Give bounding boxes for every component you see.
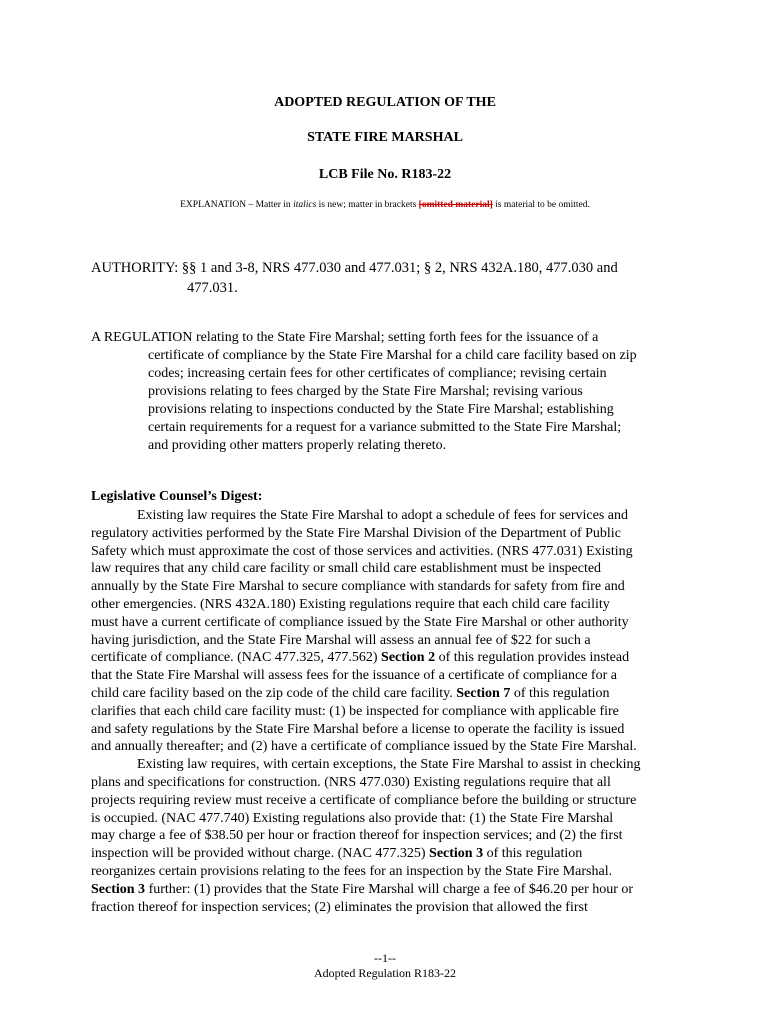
- digest-text: is occupied. (NAC 477.740) Existing regulations also provide that: (1) the State Fire Marshal: [91, 810, 614, 826]
- digest-line: [91, 774, 683, 792]
- footer-label: Adopted Regulation R183-22: [314, 966, 456, 980]
- explanation-omitted: [omitted material]: [418, 200, 493, 210]
- digest-text: annually by the State Fire Marshal to secure compliance with standards for safety from fire and: [91, 579, 625, 595]
- regulation-line: provisions relating to fees charged by the State Fire Marshal; revising various: [148, 384, 583, 399]
- digest-text: of this regulation: [483, 846, 583, 862]
- regulation-line: and providing other matters properly relating thereto.: [148, 438, 447, 453]
- digest-heading: Legislative Counsel’s Digest:: [91, 489, 263, 504]
- digest-text: of this regulation provides instead: [435, 650, 630, 666]
- digest-text: plans and specifications for construction. (NRS 477.030) Existing regulations require that all: [91, 774, 611, 790]
- digest-line: [91, 525, 683, 543]
- digest-text: reorganizes certain provisions relating to the fees for an inspection by the State Fire Marshal.: [91, 863, 613, 879]
- digest-line: [91, 578, 683, 596]
- lcb-file-number: LCB File No. R183-22: [318, 167, 452, 182]
- explanation-mid: is new; matter in brackets: [316, 200, 419, 210]
- digest-text: must have a current certificate of compliance issued by the State Fire Marshal or other authority: [91, 614, 629, 630]
- section-reference: Section 2: [381, 650, 436, 666]
- digest-body: [91, 507, 683, 916]
- digest-line: [91, 685, 683, 703]
- digest-line: [91, 827, 683, 845]
- digest-text: certificate of compliance. (NAC 477.325, 477.562): [91, 650, 382, 666]
- digest-text: and safety regulations by the State Fire Marshal before a license to operate the facility is issued: [91, 721, 625, 737]
- digest-line: [91, 703, 683, 721]
- digest-text: regulatory activities performed by the State Fire Marshal Division of the Department of Public: [91, 525, 621, 541]
- digest-text: child care facility based on the zip code of the child care facility.: [91, 685, 457, 701]
- digest-text: law requires that any child care facility or small child care establishment must be inspected: [91, 561, 602, 577]
- section-reference: Section 3: [429, 846, 484, 862]
- digest-text: further: (1) provides that the State Fire Marshal will charge a fee of $46.20 per hour or: [145, 881, 634, 897]
- page-number: --1--: [374, 951, 396, 965]
- explanation-italics: italics: [293, 200, 317, 210]
- digest-text: Safety which must approximate the cost of those services and activities. (NRS 477.031) Existing: [91, 543, 633, 559]
- regulation-line: provisions relating to inspections conducted by the State Fire Marshal; establishing: [148, 402, 614, 417]
- digest-line: [91, 507, 683, 525]
- digest-text: and annually thereafter; and (2) have a certificate of compliance issued by the State Fire Marshal.: [91, 739, 637, 755]
- explanation-pre: EXPLANATION – Matter in: [180, 200, 294, 210]
- digest-text: clarifies that each child care facility must: (1) be inspected for compliance with applicable fire: [91, 703, 619, 719]
- regulation-line: certificate of compliance by the State Fire Marshal for a child care facility based on zip: [148, 348, 637, 363]
- regulation-line: A REGULATION relating to the State Fire Marshal; setting forth fees for the issuance of a: [91, 330, 599, 345]
- digest-text: other emergencies. (NRS 432A.180) Existing regulations require that each child care facility: [91, 596, 610, 612]
- digest-line: [91, 863, 683, 881]
- digest-line: [91, 721, 683, 739]
- explanation-note: [0, 200, 770, 210]
- digest-text: that the State Fire Marshal will assess fees for the issuance of a certificate of compliance for a: [91, 668, 617, 684]
- digest-line: [91, 738, 683, 756]
- digest-line: [91, 649, 683, 667]
- regulation-summary: [91, 329, 681, 455]
- digest-text: having jurisdiction, and the State Fire Marshal will assess an annual fee of $22 for such a: [91, 632, 591, 648]
- digest-line: [91, 899, 683, 917]
- digest-text: may charge a fee of $38.50 per hour or fraction thereof for inspection services; and (2) the first: [91, 828, 623, 844]
- digest-text: of this regulation: [510, 685, 610, 701]
- digest-text: Existing law requires, with certain exceptions, the State Fire Marshal to assist in checking: [137, 757, 641, 773]
- digest-line: [91, 543, 683, 561]
- digest-line: [91, 756, 683, 774]
- digest-line: [91, 667, 683, 685]
- document-title-line2: STATE FIRE MARSHAL: [307, 130, 463, 145]
- digest-line: [91, 560, 683, 578]
- authority-line: AUTHORITY: §§ 1 and 3-8, NRS 477.030 and 477.031; § 2, NRS 432A.180, 477.030 and: [91, 260, 618, 276]
- digest-line: [91, 881, 683, 899]
- digest-line: [91, 792, 683, 810]
- digest-line: [91, 845, 683, 863]
- digest-text: inspection will be provided without charge. (NAC 477.325): [91, 846, 430, 862]
- digest-line: [91, 596, 683, 614]
- regulation-line: certain requirements for a request for a variance submitted to the State Fire Marshal;: [148, 420, 622, 435]
- digest-text: fraction thereof for inspection services; (2) eliminates the provision that allowed the first: [91, 899, 588, 915]
- document-title-line1: ADOPTED REGULATION OF THE: [274, 95, 496, 110]
- digest-text: projects requiring review must receive a certificate of compliance before the building or structure: [91, 792, 637, 808]
- digest-line: [91, 632, 683, 650]
- section-reference: Section 3: [91, 881, 146, 897]
- authority-section: [91, 258, 671, 298]
- digest-line: [91, 810, 683, 828]
- regulation-line: codes; increasing certain fees for other certificates of compliance; revising certain: [148, 366, 607, 381]
- explanation-post: is material to be omitted.: [492, 200, 590, 210]
- digest-line: [91, 614, 683, 632]
- authority-line: 477.031.: [187, 280, 238, 296]
- section-reference: Section 7: [456, 685, 511, 701]
- digest-text: Existing law requires the State Fire Marshal to adopt a schedule of fees for services and: [137, 508, 629, 523]
